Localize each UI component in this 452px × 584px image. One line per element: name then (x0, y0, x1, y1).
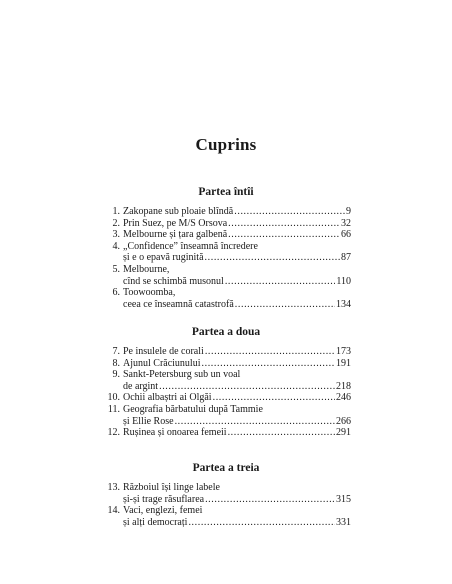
toc-entry (107, 346, 351, 358)
entry-number: 1. (112, 206, 120, 217)
toc-entry-line (107, 517, 351, 529)
toc-entry (107, 218, 351, 230)
entry-title: cînd se schimbă musonul (123, 275, 224, 287)
entry-title: Geografia bărbatului după Tammie (123, 403, 263, 415)
toc-section-1 (107, 206, 351, 310)
entry-title: Ajunul Crăciunului (123, 357, 201, 369)
toc-entry-line (107, 252, 351, 264)
page-title: Cuprins (195, 135, 257, 154)
dot-leader (175, 416, 335, 428)
page-number: 331 (336, 516, 351, 528)
toc-entry-line (107, 229, 351, 241)
toc-entry-line (107, 346, 351, 358)
toc-entry (107, 241, 351, 264)
page-number: 315 (336, 493, 351, 505)
toc-entry-line (107, 218, 351, 230)
toc-entry (107, 369, 351, 392)
entry-number: 9. (112, 369, 120, 381)
dot-leader (235, 299, 335, 311)
entry-number: 3. (112, 229, 120, 241)
toc-entry-line (107, 494, 351, 506)
page-number: 110 (336, 275, 351, 287)
dot-leader (205, 346, 335, 358)
entry-title: Melbourne, (123, 263, 170, 275)
toc-entry (107, 264, 351, 287)
entry-title: Războiul își linge labele (123, 482, 220, 493)
dot-leader (213, 392, 335, 404)
entry-number: 12. (107, 427, 120, 439)
toc-entry (107, 392, 351, 404)
toc-entry-line (107, 505, 351, 517)
toc-entry (107, 505, 351, 528)
entry-number: 2. (112, 217, 120, 229)
toc-entry-line (107, 381, 351, 393)
page-number: 173 (336, 346, 351, 357)
toc-entry-line (107, 241, 351, 253)
entry-title: „Confidence” înseamnă încredere (123, 240, 258, 252)
page-number: 32 (341, 217, 351, 229)
dot-leader (228, 229, 340, 241)
dot-leader (205, 494, 335, 506)
dot-leader (234, 206, 345, 218)
toc-entry-line (107, 264, 351, 276)
entry-number: 4. (112, 240, 120, 252)
page-number: 191 (336, 357, 351, 369)
toc-entry (107, 358, 351, 370)
entry-title: și Ellie Rose (123, 415, 174, 427)
part-heading-3: Partea a treia (192, 462, 260, 474)
entry-title: Melbourne și țara galbenă (123, 229, 228, 241)
entry-number: 7. (112, 346, 120, 357)
entry-title: Pe insulele de corali (123, 346, 204, 357)
dot-leader (225, 276, 336, 288)
toc-entry (107, 404, 351, 427)
toc-entry (107, 206, 351, 218)
toc-entry-line (107, 427, 351, 439)
page-number: 87 (341, 252, 351, 264)
dot-leader (202, 358, 336, 370)
page-number: 66 (341, 229, 351, 241)
entry-title: de argint (123, 380, 159, 392)
entry-number: 14. (107, 505, 120, 517)
dot-leader (159, 381, 335, 393)
entry-title: și-și trage răsuflarea (123, 493, 205, 505)
part-heading-2: Partea a doua (191, 326, 261, 338)
toc-entry-line (107, 482, 351, 494)
page-number: 9 (346, 206, 351, 217)
entry-title: Vaci, englezi, femei (123, 505, 203, 517)
entry-number: 5. (112, 263, 120, 275)
toc-entry-line (107, 369, 351, 381)
toc-entry (107, 229, 351, 241)
toc-entry-line (107, 206, 351, 218)
toc-entry (107, 427, 351, 439)
entry-title: Ochii albaștri ai Olgăi (123, 392, 212, 404)
entry-title: și alți democrați (123, 516, 188, 528)
dot-leader (228, 427, 335, 439)
page-number: 291 (336, 427, 351, 439)
dot-leader (188, 517, 335, 529)
entry-title: Rușinea și onoarea femeii (123, 427, 227, 439)
entry-number: 13. (107, 482, 120, 493)
toc-entry-line (107, 358, 351, 370)
entry-number: 8. (112, 357, 120, 369)
toc-section-3 (107, 482, 351, 528)
entry-title: Sankt-Petersburg sub un voal (123, 369, 241, 381)
toc-entry (107, 482, 351, 505)
page-number: 134 (336, 298, 351, 310)
entry-number: 6. (112, 287, 120, 299)
dot-leader (205, 252, 340, 264)
toc-entry (107, 287, 351, 310)
entry-title: Toowoomba, (123, 287, 176, 299)
entry-number: 11. (107, 403, 120, 415)
toc-entry-line (107, 416, 351, 428)
page-number: 266 (336, 415, 351, 427)
toc-entry-line (107, 392, 351, 404)
toc-entry-line (107, 299, 351, 311)
entry-title: și e o epavă ruginită (123, 252, 204, 264)
part-heading-1: Partea întîi (198, 186, 254, 198)
entry-title: Prin Suez, pe M/S Orsova (123, 217, 228, 229)
toc-entry-line (107, 404, 351, 416)
entry-title: ceea ce înseamnă catastrofă (123, 298, 234, 310)
entry-number: 10. (107, 392, 120, 404)
dot-leader (228, 218, 340, 230)
toc-entry-line (107, 276, 351, 288)
entry-title: Zakopane sub ploaie blîndă (123, 206, 234, 217)
page-number: 246 (336, 392, 351, 404)
toc-section-2 (107, 346, 351, 439)
toc-entry-line (107, 287, 351, 299)
page-number: 218 (336, 380, 351, 392)
